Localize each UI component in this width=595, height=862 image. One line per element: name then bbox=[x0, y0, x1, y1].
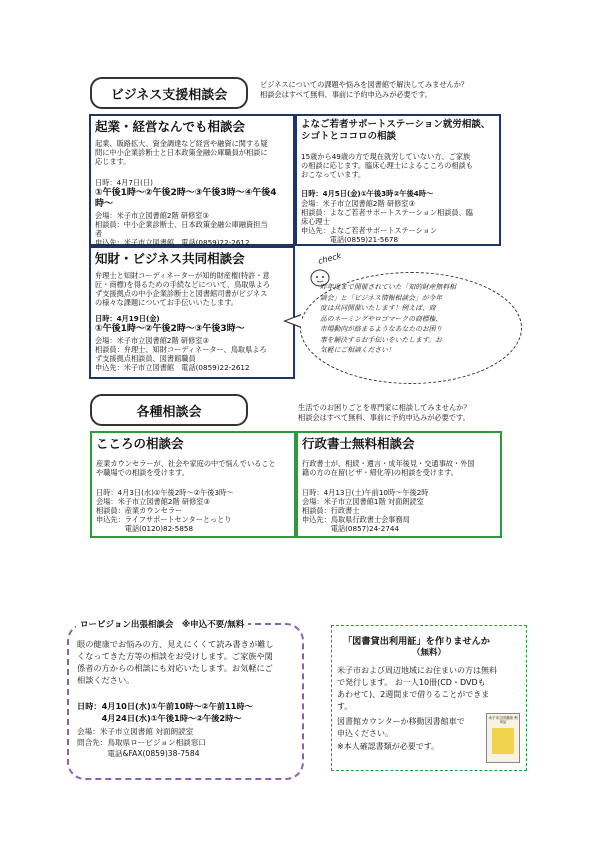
check-label: check bbox=[317, 251, 343, 266]
startup-title: 起業・経営なんでも相談会 bbox=[95, 119, 246, 134]
ip-details: 会場：米子市立図書館2階 研修室③ 相談員：弁理士、知財コーディネーター、鳥取県よろ ず支援拠点相談員、図書館職員 申込先：米子市立図書館 電話(0859)22-2612 bbox=[95, 336, 267, 372]
various-heading: 各種相談会 bbox=[90, 394, 248, 426]
mental-title: こころの相談会 bbox=[96, 436, 184, 451]
ip-business-box bbox=[89, 246, 295, 379]
card-illustration-icon bbox=[492, 728, 514, 754]
youth-support-box bbox=[295, 114, 501, 246]
mental-health-box bbox=[90, 431, 296, 538]
business-heading: ビジネス支援相談会 bbox=[90, 77, 248, 109]
low-vision-body: 眼の健康でお悩みの方、見えにくくて読み書きが難し くなってきた方等の相談をお受けします。ご家族や関 係者の方からの相談にも対応いたします。お気軽にご 相談ください。 bbox=[77, 639, 274, 685]
card-title: 「図書貸出利用証」を作りませんか bbox=[343, 636, 490, 647]
admin-desc: 行政書士が、相続・遺言・成年後見・交通事故・外国 籍の方の在留(ビザ・帰化等)の相談を受けます。 bbox=[302, 459, 475, 477]
ip-times: ①午後1時〜②午後2時〜③午後3時〜 bbox=[95, 324, 245, 334]
library-card-image bbox=[486, 713, 520, 763]
admin-title: 行政書士無料相談会 bbox=[302, 436, 415, 451]
card-image-label: 米子市立図書館 利用証 bbox=[488, 716, 518, 724]
startup-times: ①午後1時〜②午後2時〜③午後3時〜④午後4 時〜 bbox=[95, 188, 277, 209]
various-intro: 生活でのお困りごとを専門家に相談してみませんか？ 相談会はすべて無料、事前に予約申込みが必要です。 bbox=[298, 403, 471, 422]
low-vision-details: 会場：米子市立図書館 対面朗読室 問合先：鳥取県ロービジョン相談窓口 電話&FAX(0859)38-7584 bbox=[77, 727, 206, 758]
youth-title: よなご若者サポートステーション就労相談、 シゴトとココロの相談 bbox=[301, 119, 491, 142]
admin-details: 日時：4月13日(土)午前10時〜午後2時 会場：米子市立図書館1階 対面朗読室 相談員：行政書士 申込先：鳥取県行政書士会事務局 電話(0857)24-2744 bbox=[302, 488, 429, 533]
mental-desc: 産業カウンセラーが、社会や家庭の中で悩んでいること や職場での相談を受けます。 bbox=[96, 459, 276, 477]
startup-consultation-box bbox=[89, 114, 295, 246]
card-body: 米子市および周辺地域にお住まいの方は無料 で発行します。 お一人10冊(CD・DVDも あわせて)、2週間まで借りることができま す。 bbox=[337, 666, 497, 711]
youth-details: 会場：米子市立図書館2階 研修室③ 相談員：よなご若者サポートステーション相談員、臨 床心理士 申込先：よなご若者サポートステーション 電話(0859)21-5678 bbox=[301, 199, 473, 244]
startup-details: 会場：米子市立図書館2階 研修室③ 相談員：中小企業診断士、日本政策金融公庫融資担当 者 申込先：米子市立図書館 電話(0859)22-2612 bbox=[95, 211, 268, 247]
ip-title: 知財・ビジネス共同相談会 bbox=[95, 251, 245, 266]
youth-date: 日時：4月5日(金)①午後3時②午後4時〜 bbox=[301, 189, 434, 198]
admin-scrivener-box bbox=[296, 431, 502, 538]
ip-date: 日時：4月19日(金) bbox=[95, 314, 160, 323]
ip-desc: 弁理士と知財コーディネーターが知的財産権(特許・意 匠・商標)を得るための手続などについて、鳥取県よろ ず支援拠点の中小企業診断士と図書館司書がビジネス の様々な課題についてお手伝いいたします。 bbox=[95, 271, 271, 307]
low-vision-schedule: 日時：4月10日(水)①午前10時〜②午前11時〜 4月24日(水)①午後1時〜②午後2時〜 bbox=[77, 701, 253, 723]
card-note: ※本人確認書類が必要です。 bbox=[337, 742, 440, 751]
card-subtitle: （無料） bbox=[411, 648, 446, 658]
low-vision-title: ロービジョン出張相談会 ※申込不要/無料 bbox=[76, 618, 248, 630]
bubble-tail-fill bbox=[286, 315, 302, 327]
youth-desc: 15歳から49歳の方で現在就労していない方、ご家族 の相談に応じます。臨床心理士によるこころの相談も おこなっています。 bbox=[301, 152, 473, 179]
startup-desc: 起業、販路拡大、資金調達など経営や融資に関する疑 問に中小企業診断士と日本政策金融公庫職員が相談に 応じます。 bbox=[95, 139, 268, 166]
mental-details: 日時：4月3日(水)①午後2時〜②午後3時〜 会場：米子市立図書館2階 研修室③ 相談員：産業カウンセラー 申込先：ライフサポートセンターとっとり 電話(0120)82-5858 bbox=[96, 488, 234, 533]
bubble-text: 昨年度まで開催されていた「知的財産無料相 談会」と「ビジネス情報相談会」が今年 度は共同開催いたします！例えば、商 品のネーミングやロゴマークの商標権、 市場動向が絡まるようなあなたのお困り 事を解決するお手伝いをいたします。お 気軽にご相談ください！ bbox=[320, 283, 456, 354]
card-body2: 図書館カウンターか移動図書館車で 申込ください。 bbox=[337, 717, 465, 738]
business-intro: ビジネスについての課題や悩みを図書館で解決してみませんか？ 相談会はすべて無料、事前に予約申込みが必要です。 bbox=[260, 80, 469, 99]
startup-date: 日時：4月7日(日) bbox=[95, 178, 153, 187]
